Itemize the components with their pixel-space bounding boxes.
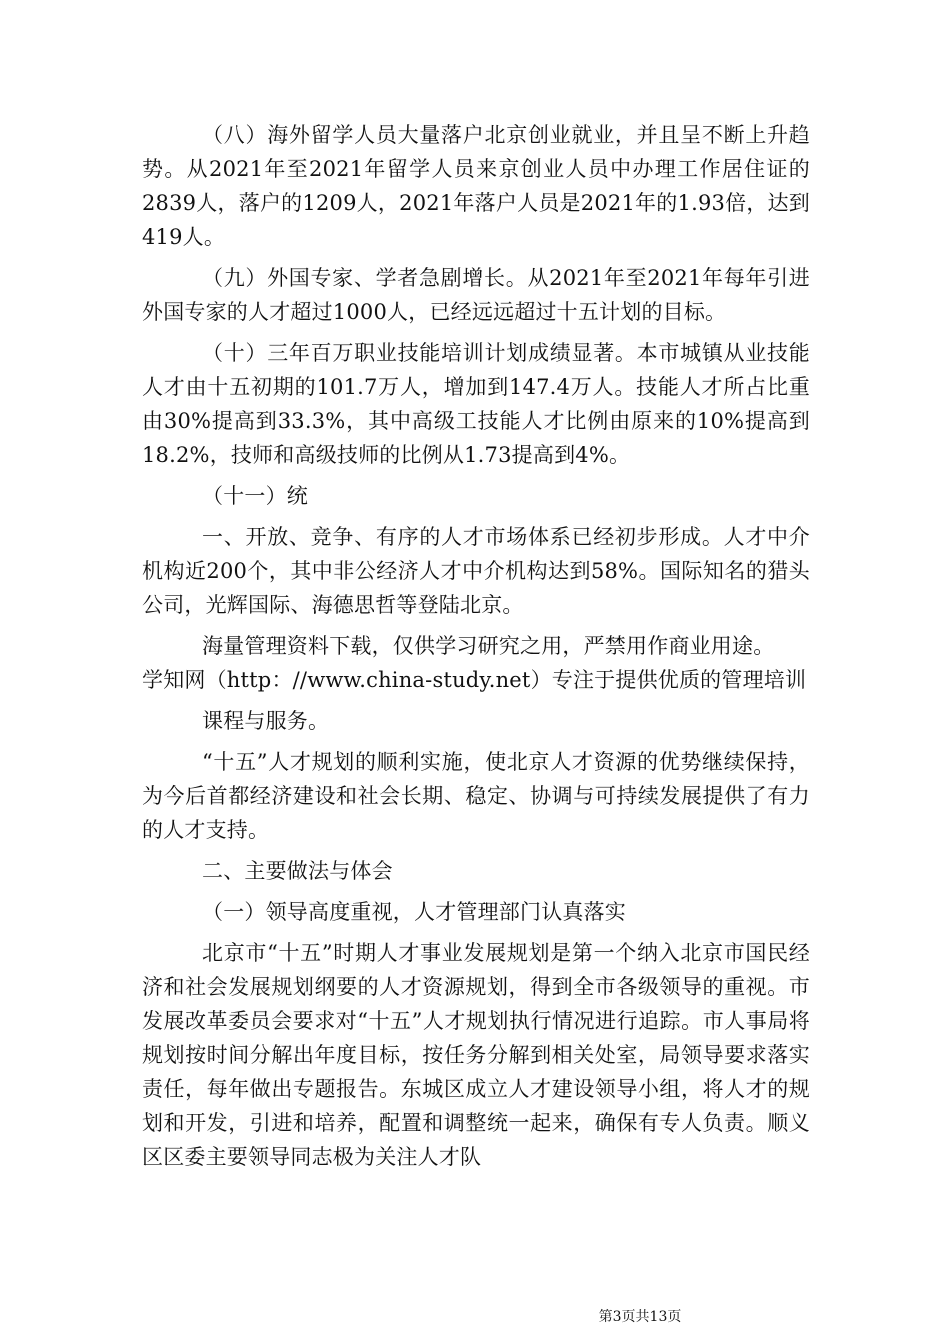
paragraph-market: 一、开放、竞争、有序的人才市场体系已经初步形成。人才中介机构近200个，其中非公经济人才中介机构达到58%。国际知名的猎头公司，光辉国际、海德思哲等登陆北京。 [142, 525, 810, 617]
paragraph-8: （八）海外留学人员大量落户北京创业就业，并且呈不断上升趋势。从2021年至2021年留学人员来京创业人员中办理工作居住证的2839人，落户的1209人，2021年落户人员是2021年的1.93倍，达到419人。 [142, 123, 810, 249]
paragraph-disclaimer: 海量管理资料下载，仅供学习研究之用，严禁用作商业用途。 [202, 634, 775, 658]
paragraph-website: 学知网（http：//www.china-study.net）专注于提供优质的管理培训 [142, 668, 807, 692]
subsection-heading-1: （一）领导高度重视，人才管理部门认真落实 [202, 900, 626, 924]
paragraph-9: （九）外国专家、学者急剧增长。从2021年至2021年每年引进外国专家的人才超过1000人，已经远远超过十五计划的目标。 [142, 266, 810, 324]
page-footer [0, 1306, 950, 1326]
paragraph-leadership: 北京市“十五”时期人才事业发展规划是第一个纳入北京市国民经济和社会发展规划纲要的人才资源规划，得到全市各级领导的重视。市发展改革委员会要求对“十五”人才规划执行情况进行追踪。市人事局将规划按时间分解出年度目标，按任务分解到相关处室，局领导要求落实责任，每年做出专题报告。东城区成立人才建设领导小组，将人才的规划和开发，引进和培养，配置和调整统一起来，确保有专人负责。顺义区区委主要领导同志极为关注人才队 [142, 941, 810, 1169]
page-number: 第3页共13页 [598, 1309, 682, 1325]
paragraph-10: （十）三年百万职业技能培训计划成绩显著。本市城镇从业技能人才由十五初期的101.7万人，增加到147.4万人。技能人才所占比重由30%提高到33.3%，其中高级工技能人才比例由原来的10%提高到18.2%，技师和高级技师的比例从1.73提高到4%。 [142, 341, 810, 467]
paragraph-11-heading: （十一）统 [202, 484, 308, 508]
document-body [142, 118, 810, 1174]
section-heading-2: 二、主要做法与体会 [202, 859, 393, 883]
paragraph-services: 课程与服务。 [202, 709, 330, 733]
paragraph-summary: “十五”人才规划的顺利实施，使北京人才资源的优势继续保持，为今后首都经济建设和社会长期、稳定、协调与可持续发展提供了有力的人才支持。 [142, 750, 810, 842]
